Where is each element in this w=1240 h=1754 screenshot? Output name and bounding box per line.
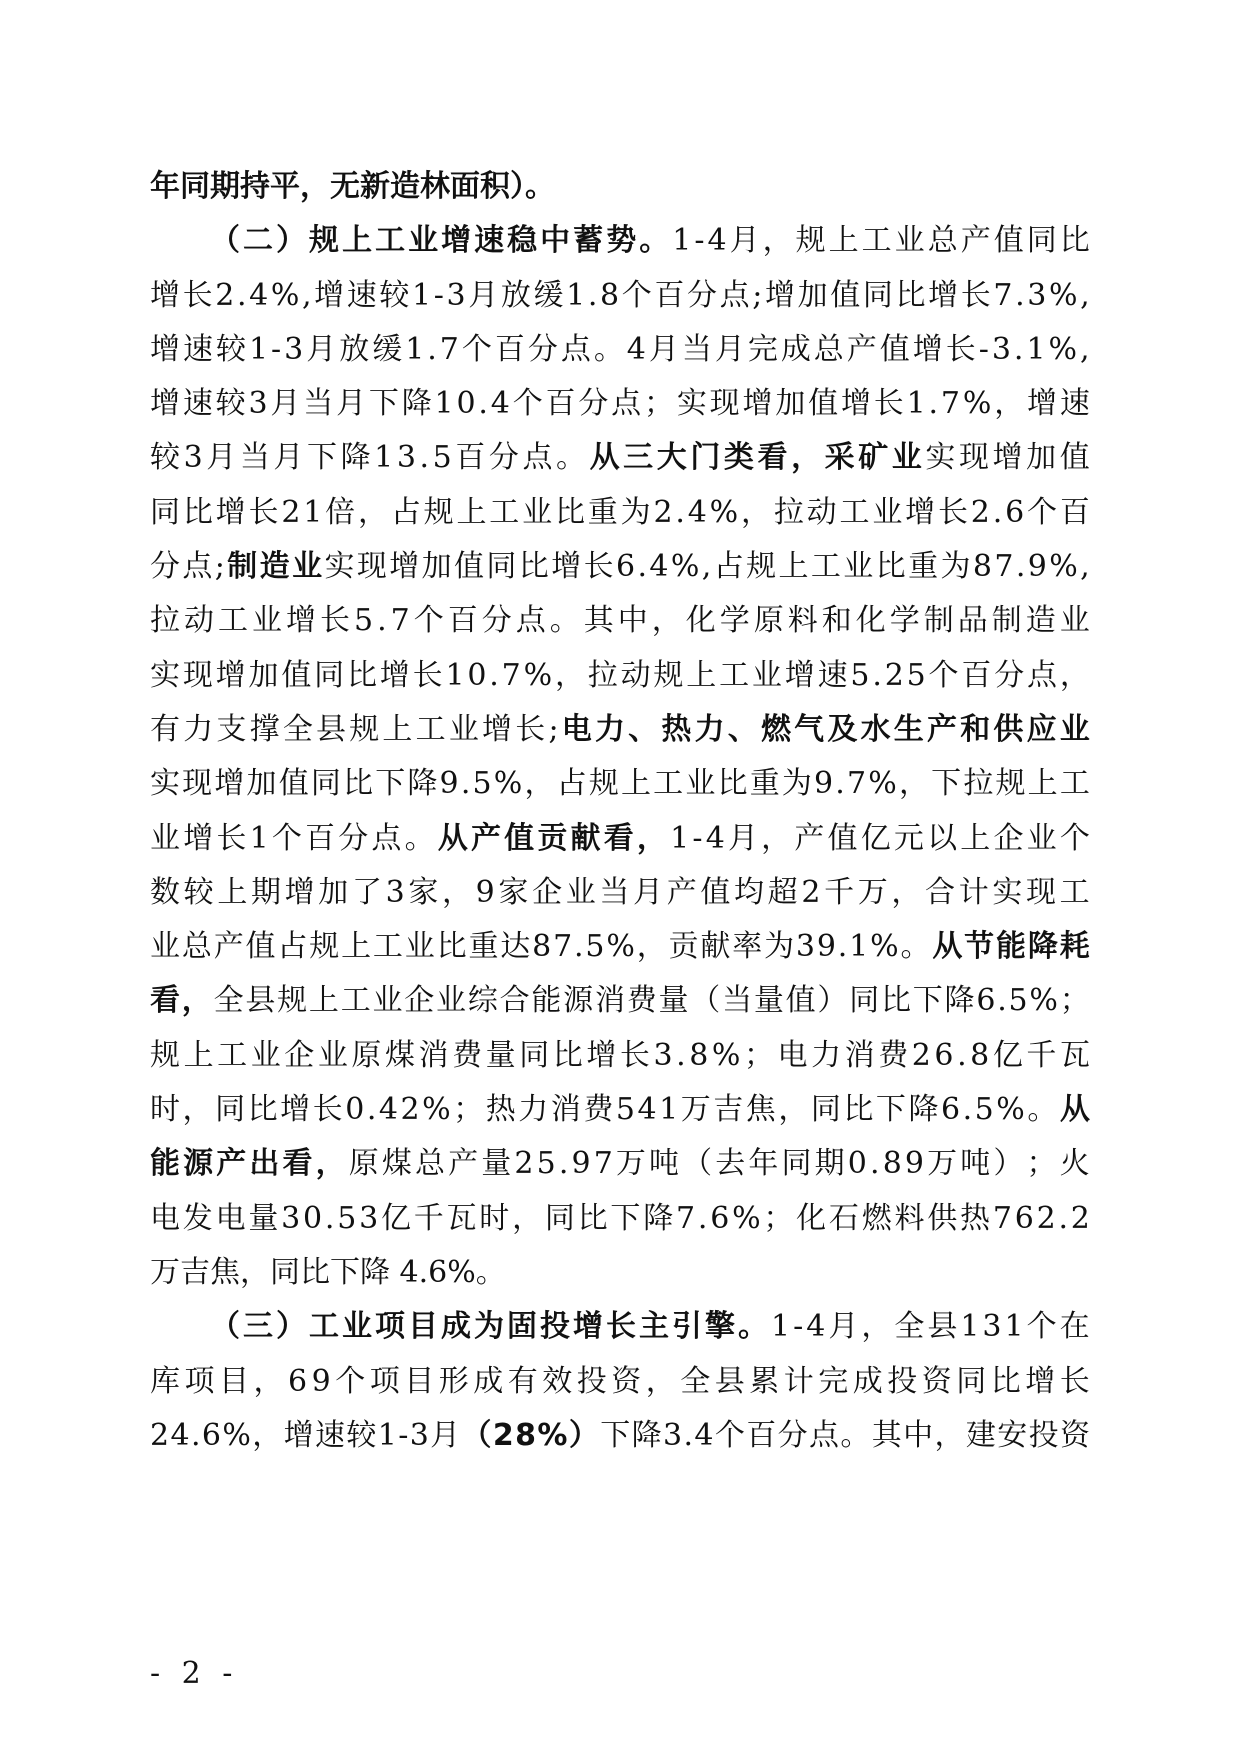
text-line: 分 点 ; 制 造 业 实 现 增 加 值 同 比 增 长 6 . 4 % , 占 规 上 工 业 比 重 为 8 7 . 9 % , bbox=[150, 549, 1090, 585]
document-body bbox=[150, 160, 1090, 1463]
text-line: 能 源 产 出 看 ， 原 煤 总 产 量 2 5 . 9 7 万 吨 （ 去 年 同 期 0 . 8 9 万 吨 ） ； 火 bbox=[150, 1146, 1090, 1182]
text-line: 业 总 产 值 占 规 上 工 业 比 重 达 8 7 . 5 % ， 贡 献 率 为 3 9 . 1 % 。 从 节 能 降 耗 bbox=[150, 929, 1090, 965]
text-line: 增 速 较 1 - 3 月 放 缓 1 . 7 个 百 分 点 。 4 月 当 月 完 成 总 产 值 增 长 - 3 . 1 % , bbox=[150, 331, 1090, 367]
text-line: 时 ， 同 比 增 长 0 . 4 2 % ； 热 力 消 费 5 4 1 万 吉 焦 ， 同 比 下 降 6 . 5 % 。 从 bbox=[150, 1092, 1090, 1128]
text-line: 拉 动 工 业 增 长 5 . 7 个 百 分 点 。 其 中 ， 化 学 原 料 和 化 学 制 品 制 造 业 bbox=[150, 603, 1090, 639]
text-line bbox=[150, 1246, 1090, 1300]
text-line: 增 长 2 . 4 % , 增 速 较 1 - 3 月 放 缓 1 . 8 个 百 分 点 ; 增 加 值 同 比 增 长 7 . 3 % , bbox=[150, 277, 1090, 313]
text-line bbox=[150, 160, 1090, 214]
bold-text-segment: 年同期持平，无新造林面积）。 bbox=[150, 169, 555, 204]
text-line: 较 3 月 当 月 下 降 1 3 . 5 百 分 点 。 从 三 大 门 类 看 ， 采 矿 业 实 现 增 加 值 bbox=[150, 440, 1090, 476]
text-line: 数 较 上 期 增 加 了 3 家 ， 9 家 企 业 当 月 产 值 均 超 2 千 万 ， 合 计 实 现 工 bbox=[150, 874, 1090, 910]
text-line: 电 发 电 量 3 0 . 5 3 亿 千 瓦 时 ， 同 比 下 降 7 . 6 % ； 化 石 燃 料 供 热 7 6 2 . 2 bbox=[150, 1200, 1090, 1236]
text-line: 库 项 目 ， 6 9 个 项 目 形 成 有 效 投 资 ， 全 县 累 计 完 成 投 资 同 比 增 长 bbox=[150, 1363, 1090, 1399]
text-line: 增 速 较 3 月 当 月 下 降 1 0 . 4 个 百 分 点 ； 实 现 增 加 值 增 长 1 . 7 % ， 增 速 bbox=[150, 386, 1090, 422]
text-line: （ 二 ） 规 上 工 业 增 速 稳 中 蓄 势 。 1 - 4 月 ， 规 上 工 业 总 产 值 同 比 bbox=[210, 223, 1090, 259]
text-line: 规 上 工 业 企 业 原 煤 消 费 量 同 比 增 长 3 . 8 % ； 电 力 消 费 2 6 . 8 亿 千 瓦 bbox=[150, 1037, 1090, 1073]
text-line: 实 现 增 加 值 同 比 增 长 1 0 . 7 % ， 拉 动 规 上 工 业 增 速 5 . 2 5 个 百 分 点 ， bbox=[150, 657, 1090, 693]
text-line: 同 比 增 长 2 1 倍 ， 占 规 上 工 业 比 重 为 2 . 4 % ， 拉 动 工 业 增 长 2 . 6 个 百 bbox=[150, 494, 1090, 530]
text-line: 有 力 支 撑 全 县 规 上 工 业 增 长 ; 电 力 、 热 力 、 燃 气 及 水 生 产 和 供 应 业 bbox=[150, 711, 1090, 747]
text-line: （ 三 ） 工 业 项 目 成 为 固 投 增 长 主 引 擎 。 1 - 4 月 ， 全 县 1 3 1 个 在 bbox=[210, 1309, 1090, 1345]
page-number: - 2 - bbox=[150, 1656, 239, 1691]
text-segment: 万吉焦，同比下降 4.6%。 bbox=[150, 1254, 506, 1290]
text-line: 业 增 长 1 个 百 分 点 。 从 产 值 贡 献 看 ， 1 - 4 月 ， 产 值 亿 元 以 上 企 业 个 bbox=[150, 820, 1090, 856]
text-line: 2 4 . 6 % ， 增 速 较 1 - 3 月 （ 2 8 % ） 下 降 3 . 4 个 百 分 点 。 其 中 ， 建 安 投 资 bbox=[150, 1417, 1090, 1453]
text-line: 看 ， 全 县 规 上 工 业 企 业 综 合 能 源 消 费 量 （ 当 量 值 ） 同 比 下 降 6 . 5 % ； bbox=[150, 983, 1090, 1019]
text-line: 实 现 增 加 值 同 比 下 降 9 . 5 % ， 占 规 上 工 业 比 重 为 9 . 7 % ， 下 拉 规 上 工 bbox=[150, 766, 1090, 802]
